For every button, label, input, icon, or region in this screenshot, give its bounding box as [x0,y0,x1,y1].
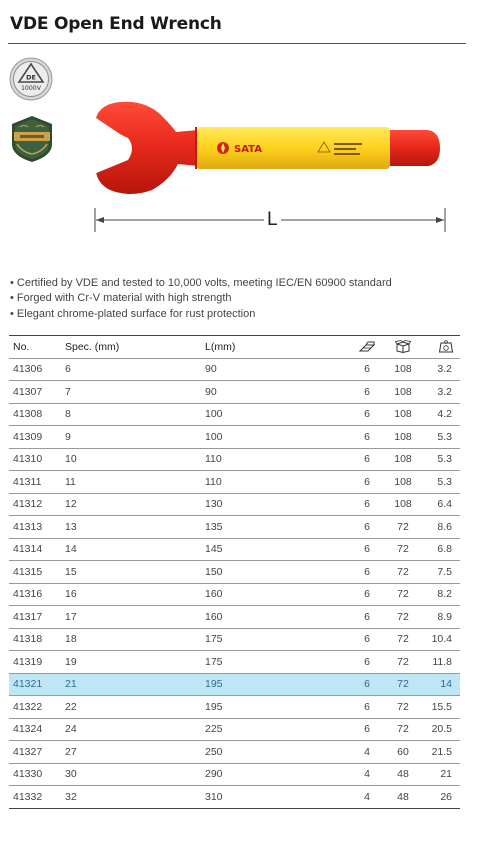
table-row [9,718,460,741]
table-row [9,471,460,494]
cell-carton: 72 [385,516,421,539]
cell-inner-pack: 6 [349,448,385,471]
cell-inner-pack: 4 [349,741,385,764]
cell-no: 41332 [9,786,65,809]
cell-weight: 3.2 [421,381,460,404]
cell-no: 41310 [9,448,65,471]
header-inner-pack [349,336,385,359]
cell-inner-pack: 6 [349,696,385,719]
cell-spec: 10 [65,448,205,471]
cell-weight: 21.5 [421,741,460,764]
cell-inner-pack: 6 [349,606,385,629]
cell-length: 150 [205,561,349,584]
cell-spec: 13 [65,516,205,539]
cell-no: 41307 [9,381,65,404]
table-row [9,696,460,719]
cell-inner-pack: 6 [349,538,385,561]
cell-carton: 60 [385,741,421,764]
cell-length: 90 [205,381,349,404]
cell-length: 250 [205,741,349,764]
cell-spec: 11 [65,471,205,494]
table-row [9,673,460,696]
cell-length: 175 [205,651,349,674]
cell-length: 175 [205,628,349,651]
cell-no: 41317 [9,606,65,629]
cell-no: 41308 [9,403,65,426]
cell-spec: 9 [65,426,205,449]
header-carton [385,336,421,359]
header-weight [421,336,460,359]
cell-no: 41313 [9,516,65,539]
cell-carton: 108 [385,426,421,449]
cell-weight: 6.8 [421,538,460,561]
cell-carton: 108 [385,358,421,381]
cell-carton: 72 [385,583,421,606]
cell-no: 41330 [9,763,65,786]
cell-weight: 14 [421,673,460,696]
cell-carton: 72 [385,673,421,696]
cell-spec: 16 [65,583,205,606]
cell-no: 41314 [9,538,65,561]
table-row [9,651,460,674]
title-divider [8,43,466,44]
table-row [9,403,460,426]
cell-length: 135 [205,516,349,539]
cell-weight: 5.3 [421,471,460,494]
header-no: No. [9,336,65,359]
cell-weight: 20.5 [421,718,460,741]
cell-spec: 19 [65,651,205,674]
cell-length: 90 [205,358,349,381]
length-dimension-label: L [264,209,281,231]
cell-carton: 72 [385,628,421,651]
feature-item: • Forged with Cr-V material with high strength [10,292,232,305]
spec-table [9,335,460,809]
cell-no: 41306 [9,358,65,381]
cell-spec: 21 [65,673,205,696]
table-row [9,426,460,449]
cell-length: 290 [205,763,349,786]
cell-inner-pack: 6 [349,471,385,494]
table-row [9,741,460,764]
cell-weight: 8.2 [421,583,460,606]
cell-weight: 15.5 [421,696,460,719]
cell-inner-pack: 6 [349,403,385,426]
feature-item: • Certified by VDE and tested to 10,000 volts, meeting IEC/EN 60900 standard [10,277,392,289]
table-row [9,606,460,629]
cell-carton: 72 [385,718,421,741]
cell-weight: 26 [421,786,460,809]
cell-inner-pack: 6 [349,628,385,651]
cell-carton: 108 [385,448,421,471]
cell-length: 160 [205,606,349,629]
cell-weight: 8.6 [421,516,460,539]
page-title: VDE Open End Wrench [10,14,222,34]
vde-badge-voltage-text: 1000V [21,85,41,92]
cell-length: 195 [205,673,349,696]
cell-length: 110 [205,471,349,494]
cell-spec: 30 [65,763,205,786]
cell-length: 160 [205,583,349,606]
cell-carton: 108 [385,381,421,404]
cell-length: 145 [205,538,349,561]
cell-weight: 5.3 [421,448,460,471]
cell-inner-pack: 6 [349,718,385,741]
cell-inner-pack: 6 [349,516,385,539]
award-laurel-badge-icon [8,114,56,164]
cell-spec: 18 [65,628,205,651]
cell-no: 41318 [9,628,65,651]
cell-length: 130 [205,493,349,516]
cell-spec: 14 [65,538,205,561]
cell-no: 41324 [9,718,65,741]
cell-weight: 11.8 [421,651,460,674]
cell-carton: 108 [385,403,421,426]
cell-carton: 108 [385,493,421,516]
cell-length: 100 [205,426,349,449]
cell-length: 100 [205,403,349,426]
inner-pack-icon [358,341,376,353]
cell-spec: 6 [65,358,205,381]
table-row [9,448,460,471]
wrench-brand-text: SATA [234,144,262,155]
cell-no: 41322 [9,696,65,719]
cell-no: 41321 [9,673,65,696]
cell-length: 110 [205,448,349,471]
table-row [9,381,460,404]
cell-length: 195 [205,696,349,719]
wrench-product-image [86,100,446,200]
cell-inner-pack: 6 [349,583,385,606]
cell-spec: 7 [65,381,205,404]
cell-carton: 72 [385,651,421,674]
cell-carton: 72 [385,696,421,719]
table-row [9,516,460,539]
cell-carton: 108 [385,471,421,494]
cell-weight: 8.9 [421,606,460,629]
feature-list [10,276,392,322]
weight-scale-icon [438,340,454,353]
table-row [9,493,460,516]
table-header-row [9,336,460,359]
vde-1000v-badge-icon [9,57,53,101]
cell-inner-pack: 4 [349,763,385,786]
cell-spec: 15 [65,561,205,584]
cell-weight: 6.4 [421,493,460,516]
cell-no: 41309 [9,426,65,449]
cell-length: 310 [205,786,349,809]
cell-inner-pack: 6 [349,381,385,404]
cell-carton: 48 [385,763,421,786]
table-row [9,786,460,809]
cell-carton: 72 [385,606,421,629]
cell-carton: 72 [385,538,421,561]
table-row [9,583,460,606]
header-length: L(mm) [205,336,349,359]
cell-inner-pack: 6 [349,651,385,674]
cell-carton: 72 [385,561,421,584]
cell-no: 41327 [9,741,65,764]
spec-table-body [9,358,460,808]
cell-spec: 27 [65,741,205,764]
cell-no: 41311 [9,471,65,494]
cell-no: 41316 [9,583,65,606]
cell-inner-pack: 6 [349,673,385,696]
cell-weight: 21 [421,763,460,786]
cell-spec: 17 [65,606,205,629]
table-row [9,538,460,561]
cell-no: 41315 [9,561,65,584]
feature-item: • Elegant chrome-plated surface for rust protection [10,307,256,320]
carton-box-icon [395,340,411,353]
cell-weight: 5.3 [421,426,460,449]
table-row [9,628,460,651]
table-row [9,561,460,584]
table-row [9,358,460,381]
cell-carton: 48 [385,786,421,809]
table-row [9,763,460,786]
cell-spec: 8 [65,403,205,426]
cell-length: 225 [205,718,349,741]
cell-spec: 32 [65,786,205,809]
cell-no: 41312 [9,493,65,516]
cell-spec: 12 [65,493,205,516]
header-spec: Spec. (mm) [65,336,205,359]
cell-weight: 4.2 [421,403,460,426]
cell-inner-pack: 4 [349,786,385,809]
cell-inner-pack: 6 [349,358,385,381]
cell-spec: 22 [65,696,205,719]
vde-badge-top-text: DE [26,73,36,82]
cell-inner-pack: 6 [349,426,385,449]
cell-spec: 24 [65,718,205,741]
cell-weight: 10.4 [421,628,460,651]
cell-weight: 7.5 [421,561,460,584]
cell-inner-pack: 6 [349,493,385,516]
cell-weight: 3.2 [421,358,460,381]
cell-no: 41319 [9,651,65,674]
cell-inner-pack: 6 [349,561,385,584]
